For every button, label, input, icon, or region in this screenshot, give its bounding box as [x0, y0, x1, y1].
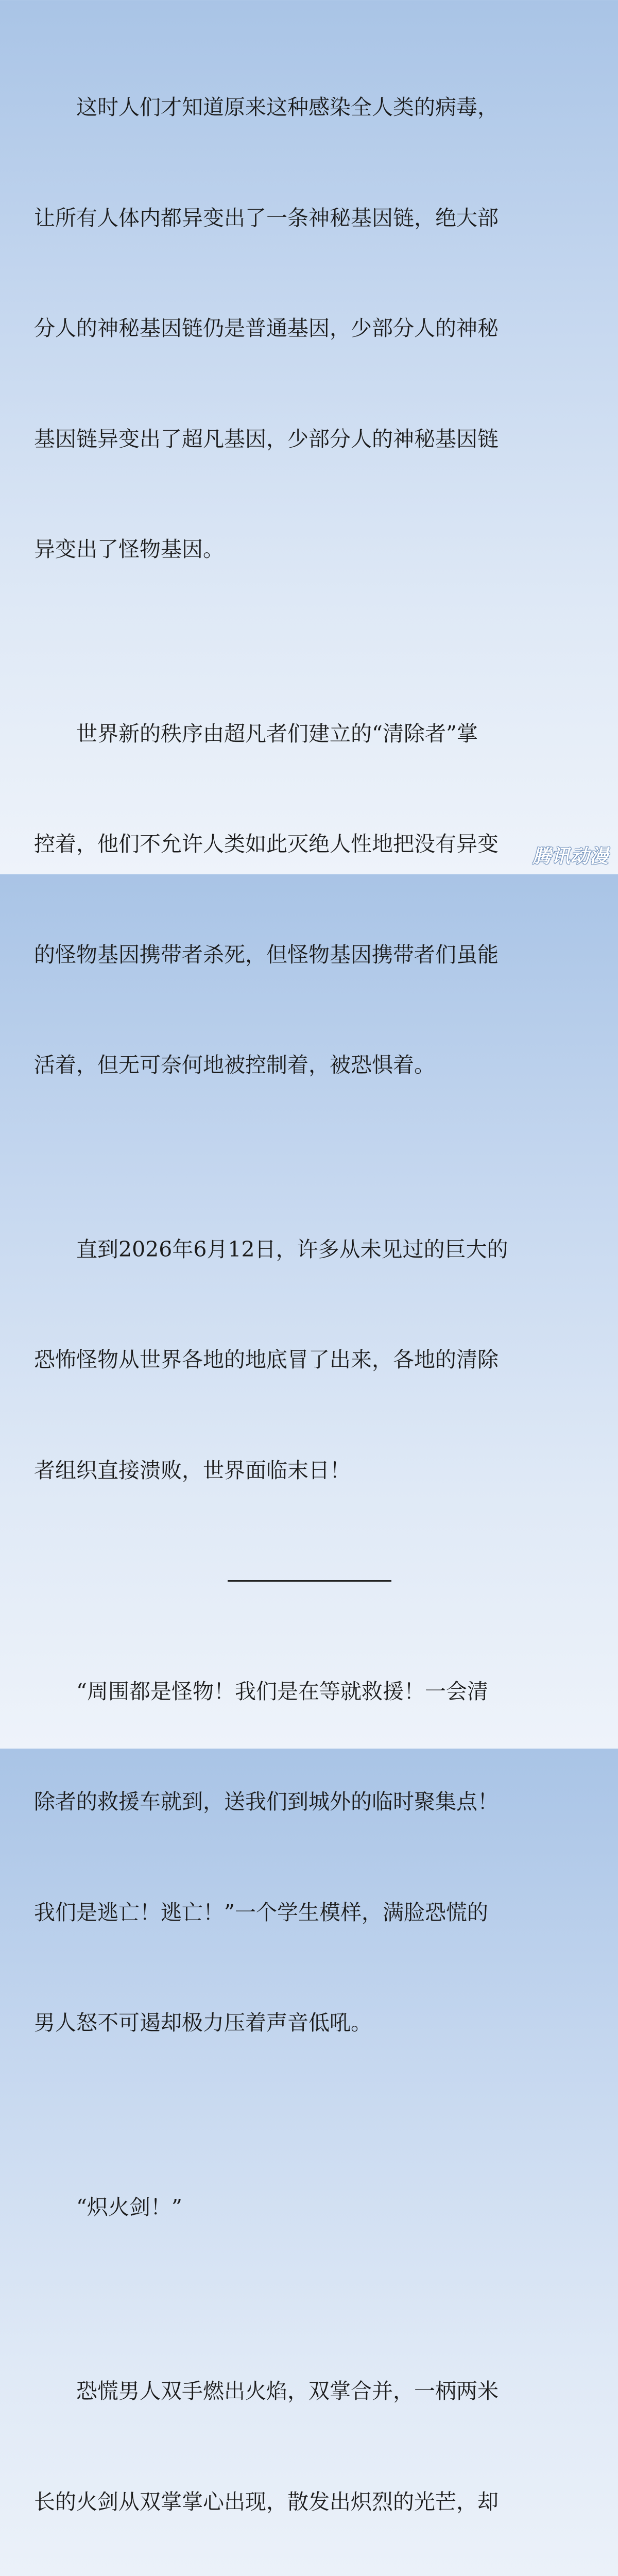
- text-line: “周围都是怪物！我们是在等就救援！一会清: [76, 1679, 488, 1704]
- text-line: 活着，但无可奈何地被控制着，被恐惧着。: [34, 1053, 435, 1077]
- text-line: 让所有人体内都异变出了一条神秘基因链，绝大部: [34, 205, 499, 230]
- document-body: [34, 15, 590, 2576]
- watermark-logo: 腾讯动漫: [532, 846, 609, 867]
- text-line: 的怪物基因携带者杀死，但怪物基因携带者们虽能: [34, 942, 499, 967]
- paragraph-2: [34, 642, 590, 1158]
- section-divider: [34, 1563, 590, 1600]
- text-line: 我们是逃亡！逃亡！”一个学生模样，满脸恐慌的: [34, 1900, 488, 1925]
- paragraph-5: [34, 2115, 590, 2300]
- text-line: 异变出了怪物基因。: [34, 537, 224, 562]
- text-line: 分人的神秘基因链仍是普通基因，少部分人的神秘: [34, 316, 499, 341]
- text-line: 基因链异变出了超凡基因，少部分人的神秘基因链: [34, 426, 499, 451]
- text-line: 恐慌男人双手燃出火焰，双掌合并，一柄两米: [76, 2379, 499, 2403]
- text-line: 长的火剑从双掌掌心出现，散发出炽烈的光芒，却: [34, 2489, 499, 2514]
- paragraph-3: [34, 1158, 590, 1563]
- paragraph-4: [34, 1600, 590, 2115]
- text-line: 世界新的秩序由超凡者们建立的“清除者”掌: [76, 721, 478, 746]
- text-line: 除者的救援车就到，送我们到城外的临时聚集点！: [34, 1789, 499, 1814]
- text-line: 男人怒不可遏却极力压着声音低吼。: [34, 2010, 372, 2035]
- text-line: 这时人们才知道原来这种感染全人类的病毒，: [76, 95, 499, 120]
- text-line: 直到2026年6月12日，许多从未见过的巨大的: [76, 1236, 508, 1262]
- text-line: 控着，他们不允许人类如此灭绝人性地把没有异变: [34, 832, 499, 856]
- divider-line: [228, 1580, 391, 1582]
- text-line: “炽火剑！”: [76, 2194, 182, 2219]
- text-line: 者组织直接溃败，世界面临末日！: [34, 1458, 351, 1483]
- paragraph-1: [34, 15, 590, 642]
- paragraph-6: [34, 2299, 590, 2576]
- text-line: 恐怖怪物从世界各地的地底冒了出来，各地的清除: [34, 1347, 499, 1372]
